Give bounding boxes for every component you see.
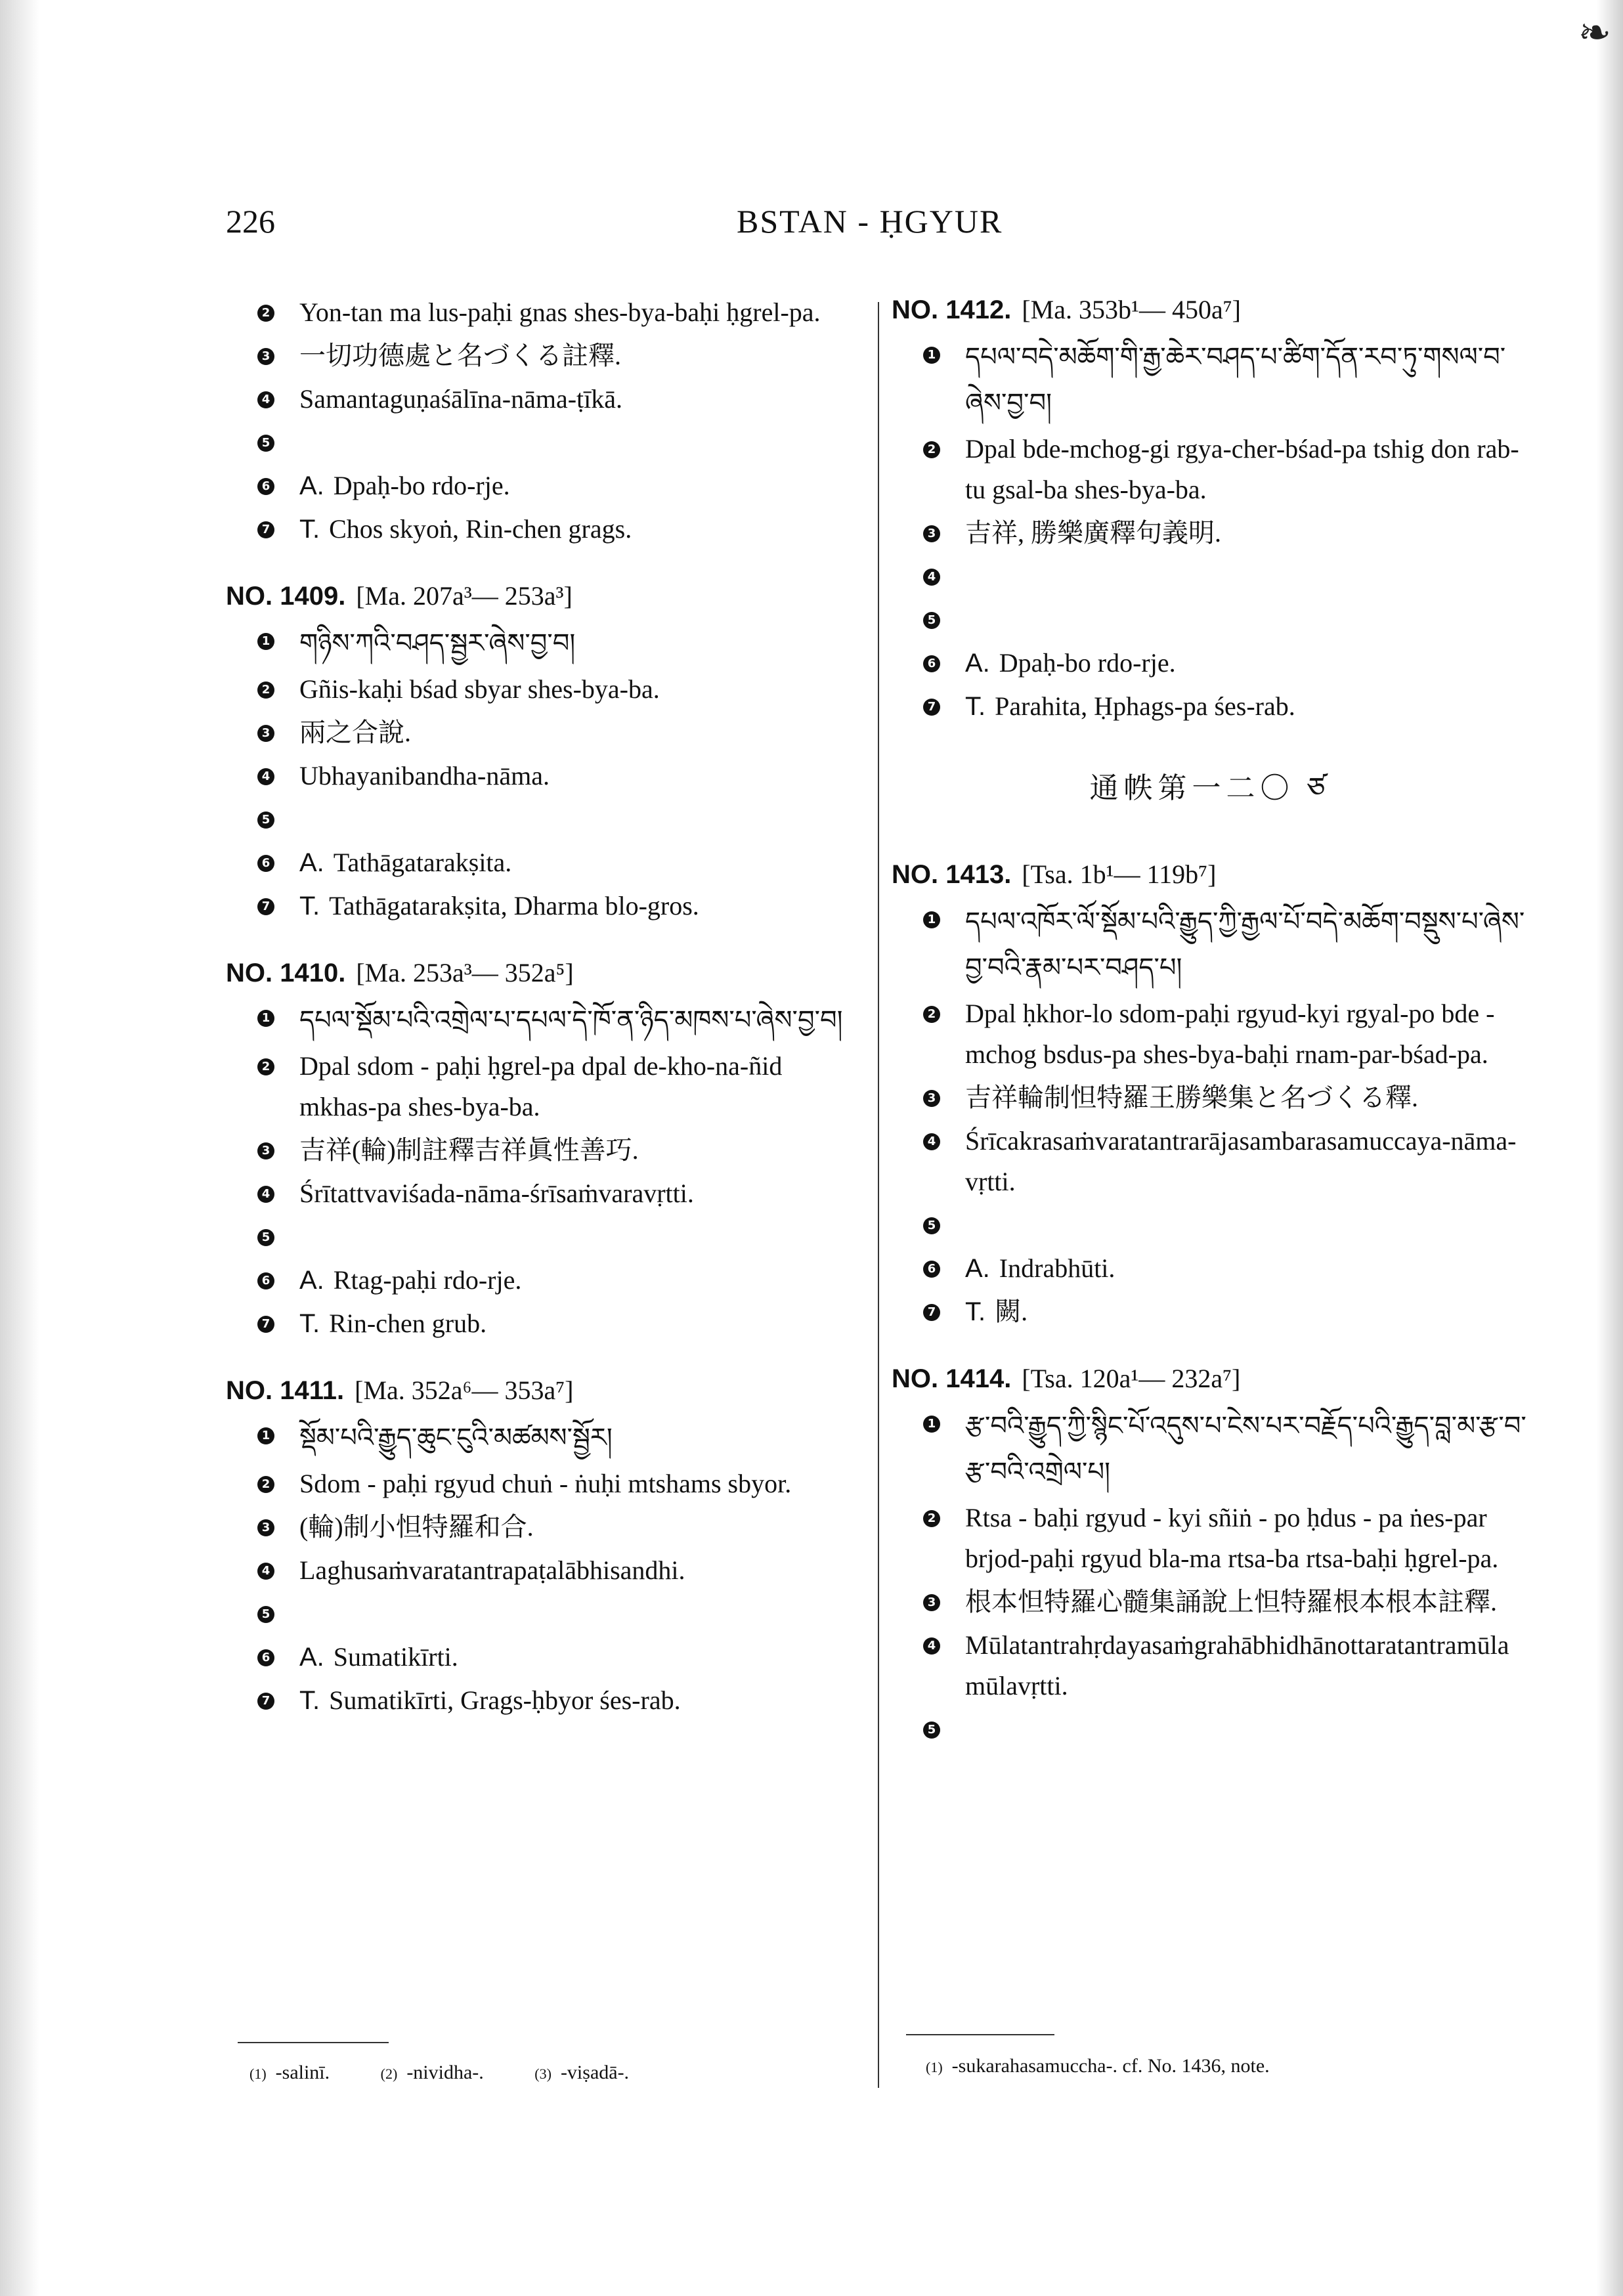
role-value: Dpaḥ-bo rdo-rje. — [333, 471, 510, 500]
item-marker: 1 — [257, 633, 274, 650]
item-text: Dpal sdom - paḥi ḥgrel-pa dpal de-kho-na-ñid mkhas-pa shes-bya-ba. — [299, 1051, 783, 1121]
entry-item — [226, 336, 866, 376]
footnote-text: -sukarahasamuccha-. cf. No. 1436, note. — [951, 2055, 1270, 2077]
item-text: 吉祥輪制怛特羅王勝樂集と名づくる釋. — [965, 1083, 1418, 1112]
item-marker: 6 — [257, 855, 274, 872]
item-text — [965, 643, 1528, 683]
item-marker: 7 — [257, 521, 274, 538]
entry-item — [226, 509, 866, 550]
item-text: 吉祥, 勝樂廣釋句義明. — [965, 518, 1221, 548]
entry-item — [226, 379, 866, 420]
role-label: A. — [965, 1254, 990, 1283]
entry-item — [892, 1077, 1528, 1118]
entry-item — [892, 1709, 1528, 1750]
item-text — [299, 509, 866, 550]
footnote-rule-right — [906, 2034, 1054, 2035]
entry-item — [226, 422, 866, 463]
item-text: 吉祥(輪)制註釋吉祥眞性善巧. — [299, 1135, 639, 1165]
entry-item — [226, 292, 866, 333]
entry-heading — [892, 1361, 1528, 1397]
entry-item — [892, 1121, 1528, 1202]
entry-1412 — [892, 292, 1528, 727]
item-marker: 6 — [923, 1261, 940, 1278]
item-marker: 3 — [257, 725, 274, 742]
entry-heading — [226, 955, 866, 991]
entry-item — [226, 842, 866, 883]
item-marker: 4 — [923, 1133, 940, 1150]
item-marker: 4 — [257, 1186, 274, 1203]
entry-item — [226, 1680, 866, 1721]
item-text — [299, 842, 866, 883]
entry-reference: [Tsa. 120a¹— 232a⁷] — [1022, 1364, 1241, 1393]
entry-item — [226, 756, 866, 796]
entry-item — [226, 1260, 866, 1301]
item-marker: 2 — [923, 1006, 940, 1023]
item-marker: 6 — [257, 1272, 274, 1289]
item-marker: 7 — [257, 1316, 274, 1333]
entry-heading — [226, 1373, 866, 1408]
role-label: A. — [299, 1266, 324, 1295]
item-text — [965, 686, 1528, 727]
column-divider — [878, 302, 879, 2088]
item-marker: 4 — [257, 1563, 274, 1580]
item-marker: 2 — [923, 441, 940, 458]
entry-item — [892, 899, 1528, 991]
tibetan-title: དཔལ་བདེ་མཆོག་གི་རྒྱ་ཆེར་བཤད་པ་ཚིག་དོན་རབ་ཏུ་གསལ་བ་ཞེས་བྱ་བ། — [965, 342, 1506, 418]
item-text: 兩之合說. — [299, 718, 411, 747]
entry-1409 — [226, 578, 866, 926]
entry-item — [892, 429, 1528, 510]
entry-item — [226, 1173, 866, 1214]
item-marker: 4 — [257, 768, 274, 785]
item-text — [299, 1680, 866, 1721]
item-marker: 1 — [257, 1010, 274, 1027]
role-label: T. — [965, 692, 986, 721]
entry-item — [226, 886, 866, 926]
role-value: Parahita, Ḥphags-pa śes-rab. — [995, 691, 1295, 721]
item-text — [299, 466, 866, 506]
item-marker: 6 — [257, 1649, 274, 1666]
item-marker: 1 — [923, 911, 940, 928]
entry-item — [892, 1291, 1528, 1332]
role-label: A. — [965, 649, 990, 678]
entry-item — [892, 1403, 1528, 1495]
entry-1408-continued — [226, 292, 866, 550]
entry-item — [226, 1303, 866, 1344]
item-marker: 3 — [923, 525, 940, 542]
footnote-mark: (1) — [926, 2059, 943, 2075]
item-marker: 5 — [257, 812, 274, 829]
page-header — [0, 197, 1623, 263]
entry-item — [226, 1046, 866, 1127]
entry-item — [892, 1248, 1528, 1289]
entry-reference: [Ma. 352a⁶— 353a⁷] — [355, 1375, 574, 1405]
footnote-text: -nividha-. — [406, 2062, 484, 2083]
entry-item — [892, 1582, 1528, 1622]
item-text: Yon-tan ma lus-paḥi gnas shes-bya-baḥi ḥgrel-pa. — [299, 297, 821, 327]
scan-shadow-right — [1597, 0, 1623, 2296]
item-text: Dpal bde-mchog-gi rgya-cher-bśad-pa tshig don rab-tu gsal-ba shes-bya-ba. — [965, 434, 1519, 504]
item-text: Gñis-kaḥi bśad sbyar shes-bya-ba. — [299, 674, 660, 704]
item-marker: 4 — [257, 391, 274, 408]
entry-item — [226, 1637, 866, 1678]
entry-item — [226, 1130, 866, 1171]
item-text: Samantaguṇaśālīna-nāma-ṭīkā. — [299, 384, 623, 414]
role-label: A. — [299, 471, 324, 500]
entry-item — [892, 556, 1528, 597]
entry-item — [892, 993, 1528, 1075]
item-marker: 2 — [257, 1476, 274, 1493]
entry-item — [892, 1625, 1528, 1706]
item-marker: 3 — [923, 1090, 940, 1107]
entry-number: NO. 1409. — [226, 582, 346, 611]
role-value: Rin-chen grub. — [329, 1309, 487, 1338]
role-value: Sumatikīrti, Grags-ḥbyor śes-rab. — [329, 1685, 681, 1715]
role-value: 闕. — [995, 1297, 1028, 1326]
left-column — [226, 292, 866, 1750]
entry-reference: [Ma. 207a³— 253a³] — [356, 581, 573, 611]
item-marker: 5 — [257, 1606, 274, 1623]
item-text: Sdom - paḥi rgyud chuṅ - ṅuḥi mtshams sbyor. — [299, 1469, 792, 1498]
item-text: Ubhayanibandha-nāma. — [299, 761, 550, 791]
role-value: Sumatikīrti. — [333, 1642, 458, 1672]
footnote — [249, 2062, 330, 2083]
page-title: BSTAN - ḤGYUR — [737, 203, 1003, 240]
item-text: 根本怛特羅心髓集誦說上怛特羅根本根本註釋. — [965, 1587, 1497, 1616]
footnote-text: -salinī. — [275, 2062, 330, 2083]
item-text: Dpal ḥkhor-lo sdom-paḥi rgyud-kyi rgyal-po bde - mchog bsdus-pa shes-bya-baḥi rnam-par-bśad-pa. — [965, 999, 1495, 1069]
item-text — [299, 1637, 866, 1678]
item-marker: 1 — [923, 1416, 940, 1433]
entry-item — [892, 643, 1528, 683]
footnote — [381, 2062, 484, 2083]
item-marker: 3 — [257, 1519, 274, 1536]
section-heading: 通帙第一二〇 ཙ — [1089, 772, 1331, 804]
page-number: 226 — [226, 203, 275, 240]
item-text: Laghusaṁvaratantrapaṭalābhisandhi. — [299, 1555, 685, 1585]
page-corner-mark: ❧ — [1578, 11, 1611, 54]
entry-item — [226, 1463, 866, 1504]
item-marker: 5 — [257, 435, 274, 452]
entry-reference: [Ma. 353b¹— 450a⁷] — [1022, 295, 1241, 324]
entry-item — [226, 1593, 866, 1634]
entry-item — [892, 1498, 1528, 1579]
entry-item — [226, 1550, 866, 1591]
item-marker: 4 — [923, 569, 940, 586]
role-label: A. — [299, 848, 324, 877]
entry-number: NO. 1413. — [892, 860, 1012, 889]
item-marker: 5 — [923, 1217, 940, 1234]
footnote-mark: (1) — [249, 2066, 267, 2082]
entry-heading — [226, 578, 866, 614]
tibetan-title: དཔལ་སྡོམ་པའི་འགྲེལ་པ་དཔལ་དེ་ཁོ་ན་ཉིད་མཁས་པ་ཞེས་བྱ་བ། — [299, 1005, 843, 1035]
entry-number: NO. 1414. — [892, 1364, 1012, 1393]
entry-item — [226, 712, 866, 753]
entry-number: NO. 1410. — [226, 959, 346, 987]
item-marker: 5 — [923, 612, 940, 629]
entry-1411 — [226, 1373, 866, 1721]
footnote — [534, 2062, 629, 2083]
tibetan-title: དཔལ་འཁོར་ལོ་སྡོམ་པའི་རྒྱུད་ཀྱི་རྒྱལ་པོ་བདེ་མཆོག་བསྡུས་པ་ཞེས་བྱ་བའི་རྣམ་པར་བཤད་པ། — [965, 907, 1525, 982]
entry-item — [892, 686, 1528, 727]
entry-item — [226, 620, 866, 666]
item-text — [965, 1248, 1528, 1289]
item-marker: 6 — [257, 478, 274, 495]
tibetan-title: སྡོམ་པའི་རྒྱུད་ཆུང་ངུའི་མཚམས་སྦྱོར། — [299, 1423, 613, 1452]
item-marker: 1 — [257, 1427, 274, 1444]
role-value: Tathāgatarakṣita, Dharma blo-gros. — [329, 891, 699, 921]
footnote-rule-left — [238, 2042, 389, 2043]
item-marker: 2 — [257, 1058, 274, 1075]
footnotes-left — [249, 2062, 675, 2084]
item-text: Rtsa - baḥi rgyud - kyi sñiṅ - po ḥdus - pa ṅes-par brjod-paḥi rgyud bla-ma rtsa-ba rtsa-baḥi ḥgrel-pa. — [965, 1503, 1499, 1573]
entry-item — [226, 1217, 866, 1257]
item-marker: 4 — [923, 1637, 940, 1655]
entry-item — [226, 997, 866, 1043]
footnote — [926, 2055, 1270, 2077]
entry-item — [892, 334, 1528, 426]
role-value: Indrabhūti. — [999, 1253, 1115, 1283]
entry-heading — [892, 857, 1528, 892]
entry-item — [892, 599, 1528, 640]
entry-1413 — [892, 857, 1528, 1332]
role-value: Rtag-paḥi rdo-rje. — [333, 1265, 522, 1295]
role-label: T. — [965, 1297, 986, 1326]
entry-reference: [Ma. 253a³— 352a⁵] — [356, 958, 574, 987]
item-marker: 3 — [257, 348, 274, 365]
item-marker: 7 — [257, 1693, 274, 1710]
item-marker: 2 — [257, 682, 274, 699]
item-text: Śrīcakrasaṁvaratantrarājasambarasamuccaya-nāma-vṛtti. — [965, 1126, 1517, 1196]
role-label: A. — [299, 1643, 324, 1672]
item-marker: 5 — [923, 1722, 940, 1739]
item-marker: 3 — [923, 1594, 940, 1611]
entry-1410 — [226, 955, 866, 1344]
entry-item — [892, 513, 1528, 553]
footnotes-right — [926, 2055, 1316, 2077]
entry-reference: [Tsa. 1b¹— 119b⁷] — [1022, 859, 1217, 889]
item-marker: 2 — [923, 1510, 940, 1527]
footnote-text: -viṣadā-. — [560, 2062, 630, 2083]
item-marker: 7 — [923, 699, 940, 716]
item-marker: 2 — [257, 305, 274, 322]
entry-item — [226, 1415, 866, 1461]
item-text — [299, 886, 866, 926]
item-marker: 7 — [923, 1304, 940, 1321]
item-marker: 6 — [923, 655, 940, 672]
item-text — [965, 1291, 1528, 1332]
item-marker: 7 — [257, 898, 274, 915]
item-text — [299, 1303, 866, 1344]
entry-item — [226, 799, 866, 840]
entry-heading — [892, 292, 1528, 328]
scan-shadow-left — [0, 0, 39, 2296]
item-text: 一切功德處と名づくる註釋. — [299, 341, 621, 370]
role-value: Chos skyoṅ, Rin-chen grags. — [329, 514, 632, 544]
item-marker: 3 — [257, 1142, 274, 1159]
item-text — [299, 1260, 866, 1301]
role-value: Dpaḥ-bo rdo-rje. — [999, 648, 1176, 678]
entry-1414 — [892, 1361, 1528, 1750]
tibetan-title: གཉིས་ཀའི་བཤད་སྦྱར་ཞེས་བྱ་བ། — [299, 628, 576, 658]
item-text: Mūlatantrahṛdayasaṁgrahābhidhānottaratantramūlamūlavṛtti. — [965, 1630, 1509, 1700]
role-label: T. — [299, 515, 320, 544]
entry-item — [226, 466, 866, 506]
right-column — [892, 292, 1528, 1779]
entry-item — [226, 1507, 866, 1548]
item-text: (輪)制小怛特羅和合. — [299, 1512, 534, 1542]
item-text: Śrītattvaviśada-nāma-śrīsaṁvaravṛtti. — [299, 1179, 694, 1208]
role-label: T. — [299, 892, 320, 921]
entry-item — [226, 669, 866, 710]
footnote-mark: (3) — [534, 2066, 552, 2082]
footnote-mark: (2) — [380, 2066, 398, 2082]
entry-number: NO. 1411. — [226, 1376, 345, 1405]
tibetan-title: རྩ་བའི་རྒྱུད་ཀྱི་སྙིང་པོ་འདུས་པ་ངེས་པར་བརྗོད་པའི་རྒྱུད་བླ་མ་རྩ་བ་རྩ་བའི་འགྲེལ་པ། — [965, 1411, 1526, 1486]
item-marker: 1 — [923, 347, 940, 364]
role-label: T. — [299, 1309, 320, 1338]
entry-number: NO. 1412. — [892, 295, 1012, 324]
role-label: T. — [299, 1686, 320, 1715]
role-value: Tathāgatarakṣita. — [333, 848, 512, 877]
entry-item — [892, 1205, 1528, 1245]
item-marker: 5 — [257, 1229, 274, 1246]
